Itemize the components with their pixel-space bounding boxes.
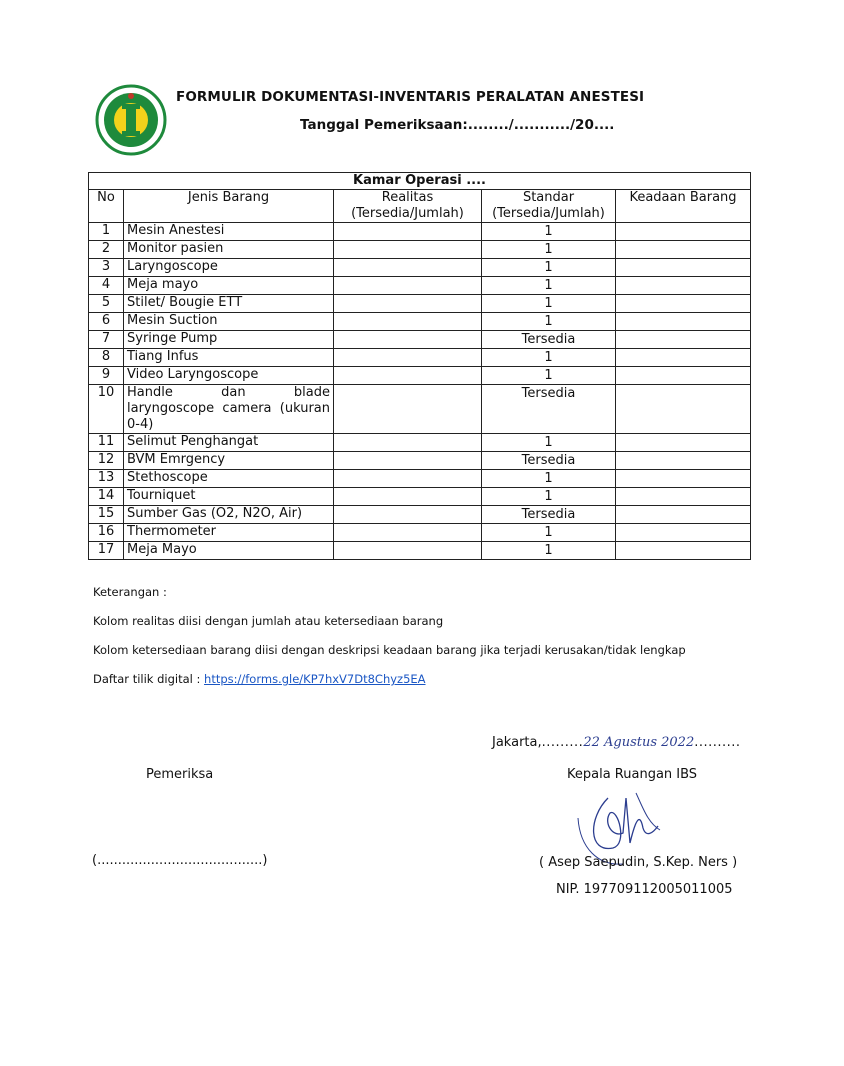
row-no: 3 [89,259,124,277]
table-row [89,349,751,367]
table-row [89,434,751,452]
row-no: 2 [89,241,124,259]
row-keadaan [616,367,751,385]
row-no: 14 [89,488,124,506]
row-no: 1 [89,223,124,241]
row-item: Mesin Suction [124,313,334,331]
hospital-logo-icon [95,84,167,156]
row-no: 8 [89,349,124,367]
row-keadaan [616,259,751,277]
row-keadaan [616,295,751,313]
row-standar: 1 [482,488,616,506]
row-keadaan [616,434,751,452]
row-keadaan [616,277,751,295]
row-realitas [334,349,482,367]
table-row [89,385,751,434]
row-standar: Tersedia [482,331,616,349]
inventory-table [88,172,751,560]
row-keadaan [616,385,751,434]
examiner-blank: (........................................) [92,853,268,868]
row-realitas [334,452,482,470]
row-standar: 1 [482,259,616,277]
row-item: Stethoscope [124,470,334,488]
row-keadaan [616,452,751,470]
table-row [89,313,751,331]
row-standar: 1 [482,277,616,295]
table-row [89,277,751,295]
row-item-text: Handle dan blade laryngoscope camera (ukuran 0-4) [127,385,330,432]
row-keadaan [616,524,751,542]
notes [93,585,686,701]
col-standar-line1: Standar [522,190,575,205]
row-realitas [334,385,482,434]
table-row [89,259,751,277]
digital-checklist-link[interactable]: https://forms.gle/KP7hxV7Dt8Chyz5EA [204,672,426,686]
col-realitas-line2: (Tersedia/Jumlah) [351,206,464,221]
table-row [89,506,751,524]
row-standar: Tersedia [482,506,616,524]
row-no: 13 [89,470,124,488]
row-item: Tourniquet [124,488,334,506]
row-realitas [334,434,482,452]
row-standar: 1 [482,524,616,542]
row-keadaan [616,506,751,524]
row-standar: 1 [482,367,616,385]
examiner-label: Pemeriksa [146,767,214,782]
row-no: 16 [89,524,124,542]
row-item: Syringe Pump [124,331,334,349]
handwritten-date: 22 Agustus 2022 [583,735,695,750]
table-row [89,241,751,259]
row-standar: Tersedia [482,452,616,470]
row-no: 12 [89,452,124,470]
row-item: Sumber Gas (O2, N2O, Air) [124,506,334,524]
row-realitas [334,259,482,277]
row-realitas [334,331,482,349]
col-standar-line2: (Tersedia/Jumlah) [492,206,605,221]
row-keadaan [616,223,751,241]
table-row [89,470,751,488]
row-standar: 1 [482,295,616,313]
col-realitas [334,190,482,223]
row-item: BVM Emrgency [124,452,334,470]
table-row [89,331,751,349]
table-row [89,223,751,241]
signature-role: Kepala Ruangan IBS [567,767,698,782]
signature-place-date: Jakarta,.........22 Agustus 2022.......... [492,735,741,750]
row-realitas [334,313,482,331]
row-realitas [334,488,482,506]
row-no: 15 [89,506,124,524]
table-row [89,295,751,313]
row-no: 7 [89,331,124,349]
room-header: Kamar Operasi .... [89,173,751,190]
row-standar: 1 [482,241,616,259]
row-item: Video Laryngoscope [124,367,334,385]
row-realitas [334,295,482,313]
form-title: FORMULIR DOKUMENTASI-INVENTARIS PERALATAN ANESTESI [176,89,645,105]
row-keadaan [616,313,751,331]
signature-city: Jakarta, [492,735,542,750]
row-keadaan [616,241,751,259]
col-standar [482,190,616,223]
row-item [124,385,334,434]
table-row [89,542,751,560]
table-row [89,524,751,542]
row-realitas [334,524,482,542]
row-standar: 1 [482,313,616,331]
row-no: 11 [89,434,124,452]
inspection-date: Tanggal Pemeriksaan:......../.........../20.... [300,117,615,133]
row-realitas [334,542,482,560]
signatory-nip: NIP. 197709112005011005 [556,882,733,897]
row-no: 17 [89,542,124,560]
row-standar: 1 [482,223,616,241]
row-item: Stilet/ Bougie ETT [124,295,334,313]
row-keadaan [616,331,751,349]
row-realitas [334,367,482,385]
row-no: 5 [89,295,124,313]
col-realitas-line1: Realitas [381,190,434,205]
row-realitas [334,470,482,488]
row-realitas [334,277,482,295]
table-row [89,452,751,470]
row-item: Thermometer [124,524,334,542]
table-row [89,488,751,506]
row-no: 4 [89,277,124,295]
notes-link-line [93,672,686,686]
row-keadaan [616,488,751,506]
notes-line-2: Kolom ketersediaan barang diisi dengan deskripsi keadaan barang jika terjadi kerusakan/tidak lengkap [93,643,686,657]
row-standar: 1 [482,434,616,452]
row-realitas [334,241,482,259]
row-standar: 1 [482,349,616,367]
row-standar: 1 [482,470,616,488]
row-keadaan [616,349,751,367]
row-standar: 1 [482,542,616,560]
row-no: 6 [89,313,124,331]
row-no: 9 [89,367,124,385]
notes-heading: Keterangan : [93,585,167,599]
col-no: No [89,190,124,223]
row-realitas [334,506,482,524]
row-item: Tiang Infus [124,349,334,367]
signatory-name: ( Asep Saepudin, S.Kep. Ners ) [539,855,738,870]
row-realitas [334,223,482,241]
row-item: Selimut Penghangat [124,434,334,452]
row-item: Meja mayo [124,277,334,295]
col-item: Jenis Barang [124,190,334,223]
row-no: 10 [89,385,124,434]
row-item: Monitor pasien [124,241,334,259]
row-keadaan [616,470,751,488]
col-keadaan: Keadaan Barang [616,190,751,223]
notes-link-label: Daftar tilik digital : [93,672,201,686]
table-row [89,367,751,385]
row-item: Meja Mayo [124,542,334,560]
row-keadaan [616,542,751,560]
row-item: Mesin Anestesi [124,223,334,241]
row-standar: Tersedia [482,385,616,434]
notes-line-1: Kolom realitas diisi dengan jumlah atau ketersediaan barang [93,614,444,628]
row-item: Laryngoscope [124,259,334,277]
